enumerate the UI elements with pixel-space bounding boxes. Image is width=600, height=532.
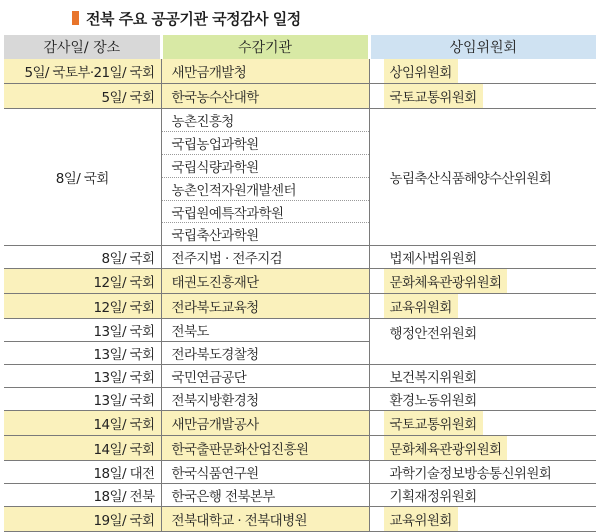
row-date: 13일/ 국회 xyxy=(4,387,161,410)
row-committee: 법제사법위원회 xyxy=(369,246,596,269)
row-committee-cell xyxy=(369,84,596,109)
row-agency: 전북지방환경청 xyxy=(161,387,369,410)
row-committee: 국토교통위원회 xyxy=(384,411,483,435)
row-committee: 국토교통위원회 xyxy=(384,84,483,108)
row-date: 12일/ 국회 xyxy=(4,269,161,294)
row-committee: 보건복지위원회 xyxy=(369,365,596,388)
row-committee: 문화체육관광위원회 xyxy=(384,269,508,293)
table-row xyxy=(4,269,596,294)
row-agency: 전북대학교 · 전북대병원 xyxy=(161,506,369,531)
table-row xyxy=(4,109,596,132)
row-agency: 새만금개발청 xyxy=(161,59,369,84)
row-date: 13일/ 국회 xyxy=(4,319,161,342)
row-date: 5일/ 국회 xyxy=(4,84,161,109)
row-committee-cell xyxy=(369,435,596,460)
table-row xyxy=(4,460,596,483)
table-row xyxy=(4,410,596,435)
page-title: 전북 주요 공공기관 국정감사 일정 xyxy=(86,9,301,28)
row-agency: 국민연금공단 xyxy=(161,365,369,388)
table-row xyxy=(4,365,596,388)
row-agency: 국립축산과학원 xyxy=(161,223,369,246)
row-agency: 한국출판문화산업진흥원 xyxy=(161,435,369,460)
row-date: 19일/ 국회 xyxy=(4,506,161,531)
row-committee-cell xyxy=(369,410,596,435)
row-agency: 전주지법 · 전주지검 xyxy=(161,246,369,269)
row-agency: 농촌진흥청 xyxy=(161,109,369,132)
table-row xyxy=(4,246,596,269)
row-agency: 전북도 xyxy=(161,319,369,342)
row-committee: 상임위원회 xyxy=(384,59,458,83)
row-date: 14일/ 국회 xyxy=(4,435,161,460)
title-marker-icon xyxy=(72,11,79,25)
table-row xyxy=(4,294,596,319)
table-header-row xyxy=(4,35,596,59)
row-date: 18일/ 대전 xyxy=(4,460,161,483)
table-row xyxy=(4,483,596,506)
table-row xyxy=(4,84,596,109)
row-committee: 기획재정위원회 xyxy=(369,483,596,506)
row-agency: 국립원예특작과학원 xyxy=(161,200,369,223)
row-date: 13일/ 국회 xyxy=(4,342,161,365)
row-committee-cell xyxy=(369,294,596,319)
header-agency: 수감기관 xyxy=(161,35,369,59)
table-row xyxy=(4,319,596,342)
row-date: 12일/ 국회 xyxy=(4,294,161,319)
table-row xyxy=(4,387,596,410)
row-date: 5일/ 국토부·21일/ 국회 xyxy=(4,59,161,84)
row-date: 14일/ 국회 xyxy=(4,410,161,435)
row-agency: 국립농업과학원 xyxy=(161,131,369,154)
row-committee: 행정안전위원회 xyxy=(369,319,596,365)
row-date: 8일/ 국회 xyxy=(4,246,161,269)
row-date: 8일/ 국회 xyxy=(4,109,161,246)
schedule-table xyxy=(4,35,596,532)
row-date: 18일/ 전북 xyxy=(4,483,161,506)
row-committee: 문화체육관광위원회 xyxy=(384,436,508,460)
title-row xyxy=(72,8,301,28)
row-agency: 새만금개발공사 xyxy=(161,410,369,435)
header-date: 감사일/ 장소 xyxy=(4,35,161,59)
row-agency: 농촌인적자원개발센터 xyxy=(161,177,369,200)
row-date: 13일/ 국회 xyxy=(4,365,161,388)
row-agency: 한국식품연구원 xyxy=(161,460,369,483)
header-committee: 상임위원회 xyxy=(369,35,596,59)
row-committee: 과학기술정보방송통신위원회 xyxy=(369,460,596,483)
table-row xyxy=(4,435,596,460)
row-agency: 한국은행 전북본부 xyxy=(161,483,369,506)
row-committee: 교육위원회 xyxy=(384,294,458,318)
row-committee: 교육위원회 xyxy=(384,507,458,531)
row-agency: 한국농수산대학 xyxy=(161,84,369,109)
row-agency: 전라북도교육청 xyxy=(161,294,369,319)
row-committee-cell xyxy=(369,59,596,84)
table-row xyxy=(4,59,596,84)
row-agency: 전라북도경찰청 xyxy=(161,342,369,365)
row-agency: 태권도진흥재단 xyxy=(161,269,369,294)
row-committee: 환경노동위원회 xyxy=(369,387,596,410)
row-committee-cell xyxy=(369,269,596,294)
row-committee: 농림축산식품해양수산위원회 xyxy=(369,109,596,246)
row-agency: 국립식량과학원 xyxy=(161,154,369,177)
